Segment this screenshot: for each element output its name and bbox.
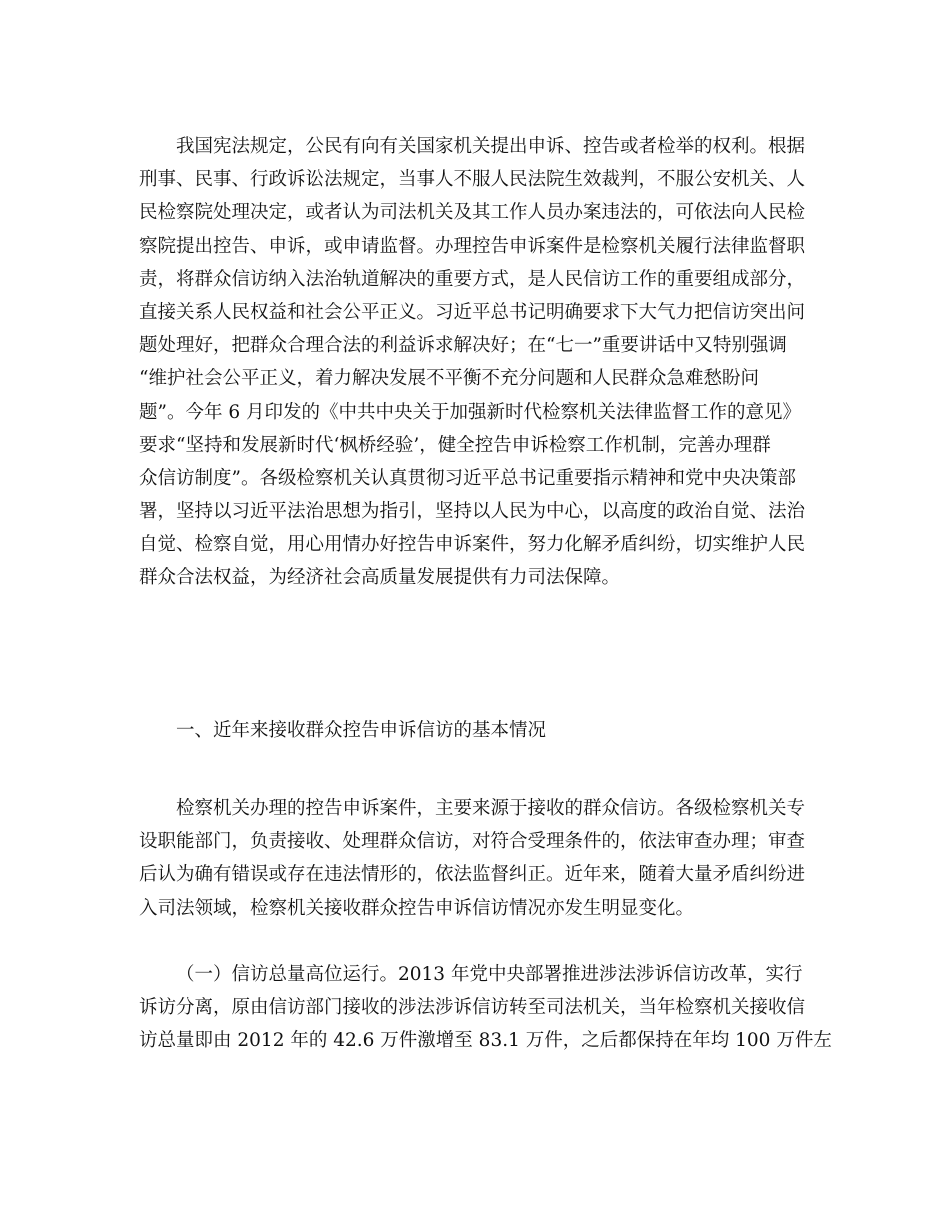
section-heading	[139, 714, 819, 747]
text-line: 入司法领域，检察机关接收群众控告申诉信访情况亦发生明显变化。	[139, 897, 695, 919]
text-line: （一）信访总量高位运行。2013 年党中央部署推进涉法涉诉信访改革，实行	[176, 964, 803, 985]
text-line: 题”。今年 6 月印发的《中共中央关于加强新时代检察机关法律监督工作的意见》	[139, 401, 801, 423]
text-line: 设职能部门，负责接收、处理群众信访，对符合受理条件的，依法审查办理；审查	[139, 831, 806, 853]
paragraph-intro	[139, 130, 819, 595]
text-line: 自觉、检察自觉，用心用情办好控告申诉案件，努力化解矛盾纠纷，切实维护人民	[139, 534, 806, 556]
text-line: 题处理好，把群众合理合法的利益诉求解决好；在“七一”重要讲话中又特别强调	[139, 335, 787, 357]
text-line: 要求“坚持和发展新时代‘枫桥经验’，健全控告申诉检察工作机制，完善办理群	[139, 434, 771, 456]
text-line: 众信访制度”。各级检察机关认真贯彻习近平总书记重要指示精神和党中央决策部	[139, 467, 796, 489]
text-line: 后认为确有错误或存在违法情形的，依法监督纠正。近年来，随着大量矛盾纠纷进	[139, 864, 806, 886]
text-line: 诉访分离，原由信访部门接收的涉法涉诉信访转至司法机关，当年检察机关接收信	[139, 997, 806, 1019]
text-line: 检察机关办理的控告申诉案件，主要来源于接收的群众信访。各级检察机关专	[176, 798, 806, 819]
text-line: 直接关系人民权益和社会公平正义。习近平总书记明确要求下大气力把信访突出问	[139, 301, 806, 323]
text-line: 民检察院处理决定，或者认为司法机关及其工作人员办案违法的，可依法向人民检	[139, 202, 806, 224]
text-line: “维护社会公平正义，着力解决发展不平衡不充分问题和人民群众急难愁盼问	[139, 368, 759, 390]
text-line: 访总量即由 2012 年的 42.6 万件激增至 83.1 万件，之后都保持在年均 100 万件左	[139, 1030, 832, 1052]
heading-text: 一、近年来接收群众控告申诉信访的基本情况	[176, 720, 547, 741]
text-line: 群众合法权益，为经济社会高质量发展提供有力司法保障。	[139, 567, 621, 589]
text-line: 责，将群众信访纳入法治轨道解决的重要方式，是人民信访工作的重要组成部分，	[139, 268, 806, 290]
text-line: 我国宪法规定，公民有向有关国家机关提出申诉、控告或者检举的权利。根据	[176, 136, 806, 157]
text-line: 署，坚持以习近平法治思想为指引，坚持以人民为中心，以高度的政治自觉、法治	[139, 501, 806, 523]
text-line: 察院提出控告、申诉，或申请监督。办理控告申诉案件是检察机关履行法律监督职	[139, 235, 806, 257]
text-line: 刑事、民事、行政诉讼法规定，当事人不服人民法院生效裁判，不服公安机关、人	[139, 169, 806, 191]
paragraph-point-1	[139, 958, 832, 1058]
paragraph-sources	[139, 792, 819, 925]
